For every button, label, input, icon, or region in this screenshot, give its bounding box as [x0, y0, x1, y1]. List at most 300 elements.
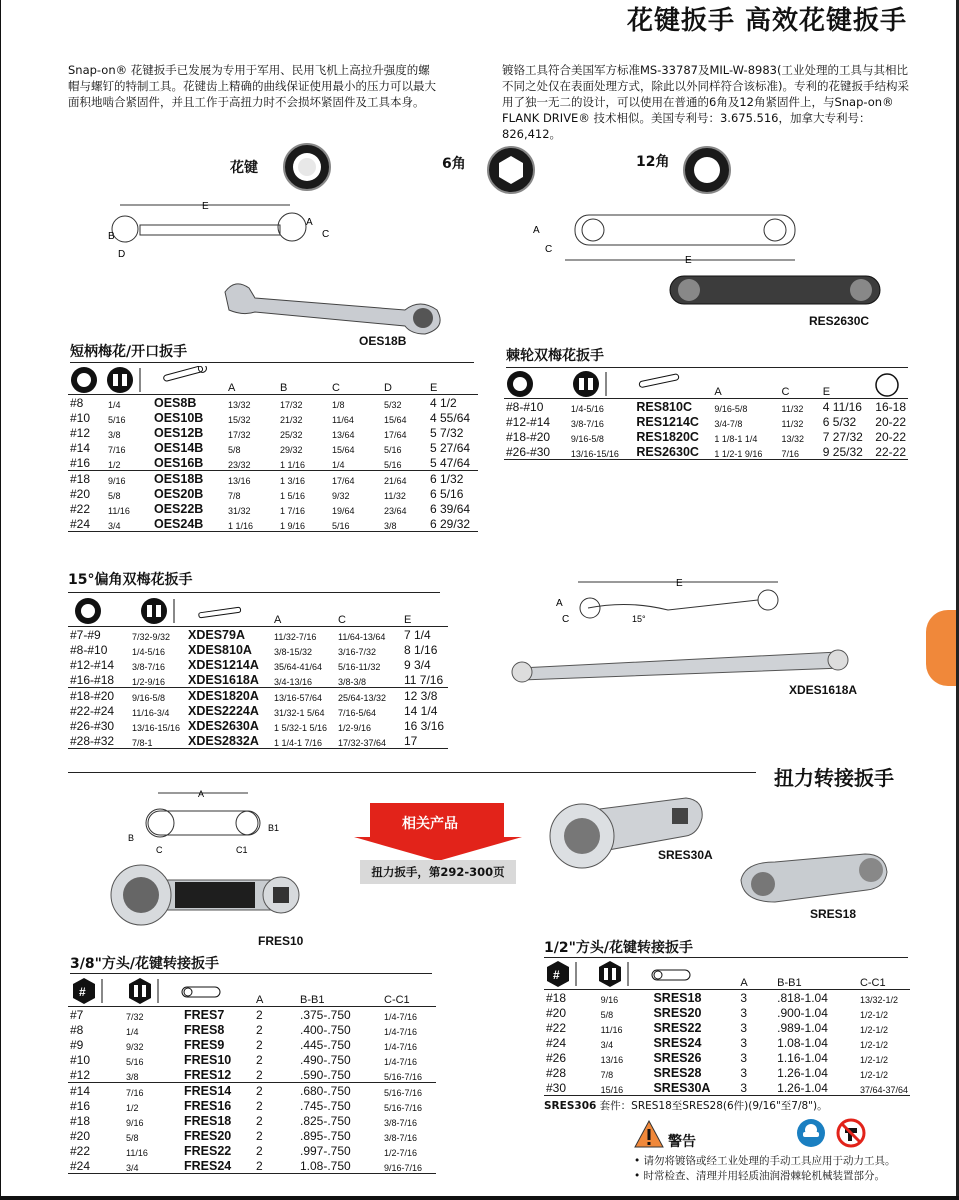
table-row	[68, 501, 478, 516]
cell: #16	[70, 1099, 91, 1113]
fres-title-rule	[70, 973, 432, 974]
cell: 2	[256, 1023, 263, 1037]
cell: #18-#20	[506, 430, 551, 444]
caption-res2630c: RES2630C	[809, 314, 870, 328]
table-row	[68, 395, 478, 411]
cell: 6 1/32	[428, 471, 478, 487]
xdes-title-rule	[68, 592, 440, 593]
fres10-wrench-image	[105, 862, 305, 928]
part-number[interactable]: RES1214C	[636, 415, 699, 429]
cell: 3/8-7/16	[132, 662, 166, 672]
cell: 2	[254, 1083, 298, 1099]
cell: 11/16	[600, 1025, 623, 1035]
cell: 3/8-7/16	[384, 1133, 418, 1143]
cell: #12	[70, 426, 91, 440]
cell: 23/32	[228, 460, 251, 470]
table-row	[544, 1020, 910, 1035]
cell: 3	[740, 1051, 747, 1065]
part-number[interactable]: OES14B	[154, 441, 204, 455]
cell: 5/16-7/16	[382, 1083, 436, 1099]
part-number[interactable]: FRES10	[184, 1053, 232, 1067]
part-number[interactable]: RES2630C	[636, 445, 699, 459]
torque-section-rule	[68, 772, 756, 773]
part-number[interactable]: XDES2832A	[188, 734, 259, 748]
cell: 5/16-11/32	[338, 662, 381, 672]
part-number[interactable]: SRES22	[653, 1021, 702, 1035]
cell: 12 3/8	[402, 688, 448, 704]
cell: #22	[70, 1144, 91, 1158]
table-row	[544, 1035, 910, 1050]
cell: 1/8	[330, 395, 382, 411]
cell: 13/64	[332, 430, 355, 440]
cell: 5/16-7/16	[384, 1103, 423, 1113]
cell: 11/32-7/16	[272, 627, 336, 643]
sres-set-code[interactable]: SRES306	[544, 1100, 597, 1112]
table-row	[504, 414, 908, 429]
cell: 1/4-7/16	[384, 1027, 418, 1037]
cell: 15/64	[384, 415, 407, 425]
caption-fres10: FRES10	[258, 934, 304, 948]
cell: #9	[70, 1038, 84, 1052]
cell: #8-#10	[70, 643, 108, 657]
cell: 1 1/16	[228, 521, 254, 531]
warning-title: 警告	[668, 1134, 696, 1150]
svg-text:#: #	[79, 985, 86, 999]
cell: 2	[254, 1007, 298, 1023]
sres-col-b: B-B1	[777, 977, 802, 989]
fres-dimension-diagram	[118, 785, 288, 860]
cell: #20	[70, 1129, 91, 1143]
cell: 11/32	[780, 399, 821, 415]
sres-section-title: 1/2"方头/花键转接扳手	[544, 940, 694, 956]
cell: 13/32-1/2	[858, 990, 910, 1006]
table-row	[68, 425, 478, 440]
cell: 35/64-41/64	[274, 662, 323, 672]
table-row	[544, 1005, 910, 1020]
cell: 22-22	[875, 445, 906, 459]
cell: .745-.750	[300, 1099, 351, 1113]
cell: 15/32	[228, 415, 251, 425]
cell: #12	[70, 1068, 91, 1082]
svg-text:B: B	[128, 833, 135, 843]
cell: #16-#18	[70, 673, 115, 687]
table-row	[544, 1080, 910, 1096]
cell: 11/16	[108, 506, 130, 516]
cell: 3/8	[108, 430, 121, 440]
svg-text:D: D	[118, 249, 126, 260]
part-number[interactable]: FRES7	[182, 1007, 254, 1023]
cell: 1.26-1.04	[777, 1066, 828, 1080]
part-number[interactable]: FRES12	[184, 1068, 232, 1082]
table-row	[544, 990, 910, 1006]
svg-text:A: A	[533, 225, 540, 236]
cell: 5/8	[126, 1133, 139, 1143]
frame-bottom-border	[0, 1196, 959, 1200]
cell: #26-#30	[506, 445, 551, 459]
cell: 31/32	[228, 506, 251, 516]
xdes-col-a: A	[274, 614, 282, 626]
cell: 5/16-7/16	[384, 1072, 423, 1082]
res-section-title: 棘轮双梅花扳手	[506, 348, 604, 364]
cell: 21/32	[280, 415, 303, 425]
intro-right: 镀铬工具符合美国军方标准MS-33787及MIL-W-8983(工业处理的工具与其相比不同之处仅在表面处理方式，除此以外同样符合该标准)。专利的花键扳手结构采用了独一无二的设计，可以使用在普通的6角及12角紧固件上，与Snap-on® FLANK DRIVE® 技术相似。美国专利号：3.675.516，加拿大专利号：826,412。	[502, 63, 909, 141]
cell: 3	[740, 1066, 747, 1080]
table-row	[68, 516, 478, 532]
svg-text:A: A	[556, 598, 563, 609]
warning-line-1: • 请勿将镀铬或经工业处理的手动工具应用于动力工具。	[634, 1155, 896, 1167]
cell: 5 47/64	[430, 456, 471, 470]
cell: 23/64	[384, 506, 407, 516]
cell: 37/64-37/64	[859, 1085, 908, 1095]
cell: 7/16	[781, 449, 800, 459]
part-number[interactable]: FRES8	[184, 1023, 225, 1037]
xdes-section-title: 15°偏角双梅花扳手	[68, 572, 193, 588]
part-number[interactable]: FRES14	[182, 1083, 254, 1099]
part-number[interactable]: OES18B	[152, 471, 226, 487]
cell: 13/32	[781, 434, 805, 444]
cell: 31/32-1 5/64	[274, 708, 325, 718]
cell: #28-#32	[70, 734, 115, 748]
cell: 1/2-7/16	[384, 1148, 418, 1158]
cell: 7 27/32	[822, 430, 863, 444]
warning-triangle-icon	[634, 1120, 664, 1148]
table-row	[544, 1050, 910, 1065]
cell: 7/32-9/32	[130, 627, 186, 643]
cell: 3/4	[108, 521, 121, 531]
part-number[interactable]: SRES28	[653, 1066, 702, 1080]
caption-sres30a: SRES30A	[658, 848, 713, 862]
cell: .445-.750	[300, 1038, 351, 1052]
table-row	[68, 703, 448, 718]
part-number[interactable]: SRES26	[653, 1051, 702, 1065]
cell: 7/8-1	[132, 738, 153, 748]
cell: 17/32	[278, 395, 330, 411]
oes-table	[68, 368, 478, 532]
cell: 19/64	[332, 506, 355, 516]
table-row	[68, 440, 478, 455]
cell: 2	[256, 1099, 263, 1113]
table-row	[68, 1007, 436, 1023]
part-number[interactable]: RES1820C	[636, 430, 699, 444]
part-number[interactable]: OES24B	[154, 517, 204, 531]
cell: #18	[544, 990, 599, 1006]
svg-text:C: C	[545, 244, 553, 255]
cell: 3/8	[126, 1072, 139, 1082]
caption-sres18: SRES18	[810, 907, 857, 921]
cell: .900-1.04	[777, 1006, 828, 1020]
part-number[interactable]: OES16B	[154, 456, 204, 470]
svg-text:A: A	[198, 789, 205, 799]
table-row	[68, 1067, 436, 1083]
svg-text:E: E	[676, 578, 683, 589]
cell: 3/4	[600, 1040, 614, 1050]
cell: 21/64	[382, 471, 428, 487]
xdes-table	[68, 600, 448, 749]
cell: 1 5/32-1 5/16	[274, 723, 328, 733]
cell: #20	[546, 1006, 567, 1020]
part-number[interactable]: SRES24	[653, 1036, 702, 1050]
cell: 2	[256, 1144, 263, 1158]
cell: 9/16	[126, 1118, 144, 1128]
cell: 11/16-3/4	[132, 708, 170, 718]
cell: 25/64-13/32	[336, 688, 402, 704]
cell: 25/32	[280, 430, 303, 440]
cell: 3	[740, 1036, 747, 1050]
oes-col-b: B	[280, 382, 288, 394]
sres-table	[544, 963, 910, 1096]
cell: #18	[70, 1114, 91, 1128]
cell: #28	[546, 1066, 567, 1080]
cell: 9/16-5/8	[130, 688, 186, 704]
table-row	[68, 688, 448, 704]
cell: 5/16	[384, 460, 402, 470]
cell: 5 7/32	[430, 426, 464, 440]
cell: 5 27/64	[430, 441, 471, 455]
cell: #16	[70, 456, 91, 470]
part-number[interactable]: XDES2224A	[188, 704, 259, 718]
cell: 1 1/4-1 7/16	[274, 738, 323, 748]
cell: #24	[70, 517, 91, 531]
svg-text:C: C	[562, 614, 570, 625]
cell: 3/8-3/8	[338, 677, 367, 687]
cell: 1/2-9/16	[338, 723, 372, 733]
table-row	[68, 672, 448, 688]
cell: 17/64	[384, 430, 407, 440]
related-products-label: 相关产品	[402, 816, 458, 832]
cell: 1/2	[108, 460, 121, 470]
fres-table	[68, 980, 436, 1174]
table-row	[68, 1052, 436, 1067]
cell: 1.16-1.04	[777, 1051, 828, 1065]
table-row	[504, 399, 908, 415]
cell: 8 1/16	[404, 643, 438, 657]
oes-title-rule	[70, 362, 474, 363]
cell: 7/32	[124, 1007, 182, 1023]
cell: #22	[546, 1021, 567, 1035]
table-row	[68, 718, 448, 733]
cell: 1/4	[332, 460, 345, 470]
svg-text:E: E	[202, 201, 209, 212]
cell: 1/4-5/16	[132, 647, 166, 657]
cell: #30	[546, 1081, 567, 1095]
cell: 14 1/4	[404, 704, 438, 718]
part-number[interactable]: XDES810A	[188, 643, 252, 657]
svg-text:C: C	[322, 229, 330, 240]
related-products-ref[interactable]: 扭力扳手，第292-300页	[360, 860, 516, 884]
cell: 1/2-1/2	[859, 1070, 888, 1080]
cell: 7/8	[228, 491, 241, 501]
cell: .825-.750	[300, 1114, 351, 1128]
cell: 1/4-7/16	[384, 1042, 418, 1052]
cell: 1 7/16	[280, 506, 306, 516]
part-number[interactable]: SRES30A	[653, 1081, 711, 1095]
cell: 3/4-7/8	[714, 419, 743, 429]
cell: 2	[256, 1053, 263, 1067]
cell: 1 1/2-1 9/16	[714, 449, 763, 459]
cell: 3/8-15/32	[274, 647, 313, 657]
sres-col-a: A	[740, 977, 748, 989]
cell: 11/32	[781, 419, 804, 429]
cell: 7/8	[600, 1070, 614, 1080]
cell: 3	[740, 1021, 747, 1035]
part-number[interactable]: RES810C	[634, 399, 712, 415]
cell: 9/16	[106, 471, 152, 487]
part-number[interactable]: OES20B	[154, 487, 204, 501]
table-row	[68, 1143, 436, 1158]
sres-title-rule	[544, 957, 908, 958]
cell: #24	[546, 1036, 567, 1050]
cell: #14	[70, 441, 91, 455]
cell: .400-.750	[300, 1023, 351, 1037]
cell: 5/16	[108, 415, 126, 425]
cell: 1.08-.750	[300, 1159, 351, 1173]
part-number[interactable]: FRES22	[184, 1144, 232, 1158]
cell: #8	[70, 1023, 84, 1037]
res-col-e: E	[822, 386, 831, 398]
table-row	[68, 657, 448, 672]
cell: 5/16	[332, 521, 350, 531]
part-number[interactable]: FRES16	[184, 1099, 232, 1113]
cell: 13/16-15/16	[570, 449, 619, 459]
eye-protection-icon	[796, 1118, 826, 1148]
table-row	[68, 1037, 436, 1052]
cell: 7/16-5/64	[338, 708, 377, 718]
cell: 2	[256, 1038, 263, 1052]
cell: 6 5/16	[430, 487, 464, 501]
cell: 1/2-9/16	[132, 677, 166, 687]
oes-col-d: D	[384, 382, 392, 394]
cell: 3/8-7/16	[570, 419, 604, 429]
cell: 1/4-7/16	[382, 1007, 436, 1023]
part-number[interactable]: SRES18	[651, 990, 738, 1006]
part-number[interactable]: OES8B	[152, 395, 226, 411]
cell: 1.26-1.04	[777, 1081, 828, 1095]
svg-text:B: B	[108, 231, 115, 242]
cell: .680-.750	[298, 1083, 382, 1099]
cell: 5/16	[126, 1057, 144, 1067]
six-point-gear-icon	[486, 145, 536, 195]
part-number[interactable]: FRES20	[184, 1129, 232, 1143]
cell: 1/2-1/2	[859, 1055, 888, 1065]
cell: #18	[68, 471, 106, 487]
part-number[interactable]: XDES79A	[186, 627, 272, 643]
cell: 5/8	[228, 445, 241, 455]
cell: .989-1.04	[777, 1021, 828, 1035]
cell: 4 11/16	[821, 399, 874, 415]
res-col-a: A	[714, 386, 722, 398]
cell: 1 1/16	[280, 460, 306, 470]
oes-col-a: A	[228, 382, 236, 394]
table-row	[68, 627, 448, 643]
cell: 16-18	[875, 400, 906, 414]
cell: 9/32	[126, 1042, 144, 1052]
cell: #8-#10	[504, 399, 569, 415]
cell: 3/4-13/16	[274, 677, 313, 687]
fres-col-a: A	[256, 994, 264, 1006]
cell: 1 3/16	[278, 471, 330, 487]
cell: 4 1/2	[428, 395, 478, 411]
cell: 9/16-5/8	[712, 399, 779, 415]
res-dimension-diagram	[525, 205, 805, 265]
part-number[interactable]: XDES1214A	[188, 658, 259, 672]
cell: .375-.750	[298, 1007, 382, 1023]
cell: 5/16	[384, 445, 402, 455]
table-row	[68, 1128, 436, 1143]
cell: 17	[404, 734, 418, 748]
cell: 15/16	[600, 1085, 624, 1095]
xdes-col-c: C	[338, 614, 346, 626]
cell: 5/8	[108, 491, 121, 501]
cell: #14	[68, 1083, 124, 1099]
cell: 15/64	[332, 445, 355, 455]
section-tab[interactable]	[926, 610, 956, 686]
table-row	[544, 1065, 910, 1080]
part-number[interactable]: OES10B	[154, 411, 204, 425]
label-spline: 花键	[230, 160, 258, 176]
cell: 2	[256, 1159, 263, 1173]
fres-col-b: B-B1	[300, 994, 325, 1006]
cell: #26-#30	[70, 719, 115, 733]
cell: 13/16-15/16	[132, 723, 181, 733]
cell: 9 25/32	[822, 445, 863, 459]
label-twelve-point: 12角	[636, 154, 670, 170]
table-row	[68, 1022, 436, 1037]
cell: 20-22	[875, 415, 906, 429]
svg-text:E: E	[685, 255, 692, 265]
table-row	[68, 642, 448, 657]
part-number[interactable]: XDES1820A	[186, 688, 272, 704]
part-number[interactable]: SRES20	[653, 1006, 702, 1020]
oes-col-e: E	[430, 382, 438, 394]
cell: 1/2-1/2	[859, 1025, 888, 1035]
table-row	[68, 1098, 436, 1113]
sres-set-text: 套件：SRES18至SRES28(6件)(9/16"至7/8")。	[599, 1100, 828, 1112]
cell: 5/32	[382, 395, 428, 411]
part-number[interactable]: OES22B	[154, 502, 204, 516]
table-row	[68, 1158, 436, 1174]
cell: 9/16-5/8	[570, 434, 604, 444]
part-number[interactable]: XDES2630A	[188, 719, 259, 733]
cell: 11/16	[126, 1148, 148, 1158]
table-row	[68, 410, 478, 425]
cell: 1.08-1.04	[777, 1036, 828, 1050]
sres18-wrench-image	[735, 850, 895, 910]
part-number[interactable]: FRES9	[184, 1038, 225, 1052]
intro-left: Snap-on® 花键扳手已发展为专用于军用、民用飞机上高拉升强度的螺帽与螺钉的特制工具。花键齿上精确的曲线保证使用最小的压力可以最大面积地啮合紧固件，并且工作于高扭力时不会损坏紧固件及工具本身。	[68, 63, 436, 109]
cell: 17/64	[330, 471, 382, 487]
cell: 3/4	[126, 1163, 139, 1173]
cell: 3/8-7/16	[384, 1118, 418, 1128]
part-number[interactable]: XDES1618A	[188, 673, 259, 687]
page-title: 花键扳手 高效花键扳手	[626, 6, 907, 36]
xdes-dimension-diagram	[548, 570, 798, 640]
table-row	[68, 733, 448, 749]
cell: 13/16-57/64	[272, 688, 336, 704]
spline-gear-icon	[282, 142, 332, 192]
cell: 13/16	[600, 1055, 624, 1065]
cell: 3	[740, 1006, 747, 1020]
part-number[interactable]: FRES24	[184, 1159, 232, 1173]
part-number[interactable]: OES12B	[154, 426, 204, 440]
cell: 1/4	[106, 395, 152, 411]
cell: 9/32	[332, 491, 350, 501]
cell: 1 9/16	[280, 521, 306, 531]
cell: 9/16-7/16	[384, 1163, 423, 1173]
part-number[interactable]: FRES18	[184, 1114, 232, 1128]
cell: 2	[256, 1114, 263, 1128]
cell: .590-.750	[300, 1068, 351, 1082]
cell: #10	[70, 411, 91, 425]
